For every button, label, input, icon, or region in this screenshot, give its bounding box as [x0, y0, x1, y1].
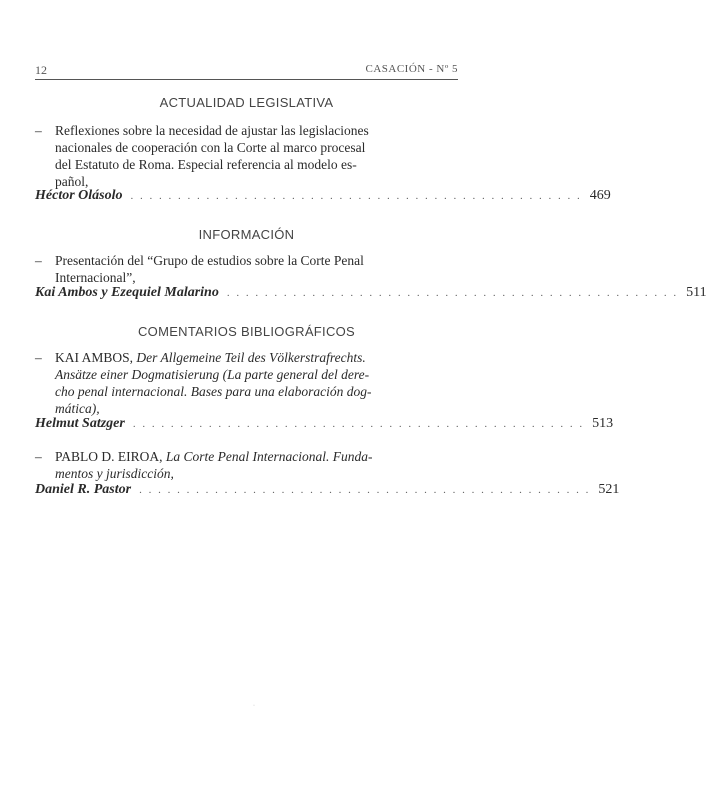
entry-page-number: 469	[589, 188, 611, 203]
dot-leader: . . . . . . . . . . . . . . . . . . . . . . . . . . . . . . . . . . . . . . . . . . . . . . . .	[130, 190, 582, 202]
entry-dash: –	[35, 123, 42, 138]
toc-entry-ambos-allgemeine-teil	[35, 349, 458, 417]
entry-dash: –	[35, 449, 42, 464]
entry-title: KAI AMBOS, Der Allgemeine Teil des Völkerstrafrechts. Ansätze einer Dogmatisierung (La parte general del dere- cho penal internacional. Bases para una elaboración dog- mática),	[55, 350, 372, 416]
section-heading-actualidad-legislativa: ACTUALIDAD LEGISLATIVA	[159, 95, 334, 110]
entry-title: PABLO D. EIROA, La Corte Penal Internacional. Funda- mentos y jurisdicción,	[55, 449, 373, 481]
entry-author: Kai Ambos y Ezequiel Malarino	[35, 285, 219, 300]
journal-title: CASACIÓN - Nº 5	[365, 63, 458, 75]
entry-author: Daniel R. Pastor	[35, 482, 132, 497]
entry-page-number: 511	[686, 285, 707, 300]
entry-title: Presentación del “Grupo de estudios sobre la Corte Penal Internacional”,	[55, 253, 364, 285]
entry-dash: –	[35, 253, 42, 268]
toc-entry-presentacion	[35, 252, 458, 286]
entry-author: Héctor Olásolo	[35, 188, 123, 203]
entry-title: Reflexiones sobre la necesidad de ajustar las legislaciones nacionales de cooperación con la Corte al marco procesal del Estatuto de Roma. Especial referencia al modelo es- pañol,	[55, 123, 369, 189]
entry-author: Helmut Satzger	[35, 416, 125, 431]
dot-leader: . . . . . . . . . . . . . . . . . . . . . . . . . . . . . . . . . . . . . . . . . . . . . . . .	[226, 287, 679, 299]
dot-leader: . . . . . . . . . . . . . . . . . . . . . . . . . . . . . . . . . . . . . . . . . . . . . . . .	[132, 418, 585, 430]
toc-author-line-satzger	[35, 416, 614, 434]
entry-page-number: 521	[598, 482, 620, 497]
folio-mark: ·	[253, 703, 255, 709]
toc-entry-eiroa-corte-penal	[35, 448, 458, 482]
toc-author-line-pastor	[35, 482, 620, 500]
section-heading-comentarios-bibliograficos: COMENTARIOS BIBLIOGRÁFICOS	[137, 324, 356, 339]
entry-page-number: 513	[592, 416, 614, 431]
toc-author-line-olasolo	[35, 188, 611, 206]
toc-author-line-ambos-malarino	[35, 285, 707, 303]
toc-entry-reflexiones	[35, 122, 458, 190]
page-number: 12	[35, 63, 47, 77]
entry-dash: –	[35, 350, 42, 365]
running-head	[35, 63, 458, 80]
dot-leader: . . . . . . . . . . . . . . . . . . . . . . . . . . . . . . . . . . . . . . . . . . . . . . . .	[139, 484, 591, 496]
section-heading-informacion: INFORMACIÓN	[198, 227, 295, 242]
